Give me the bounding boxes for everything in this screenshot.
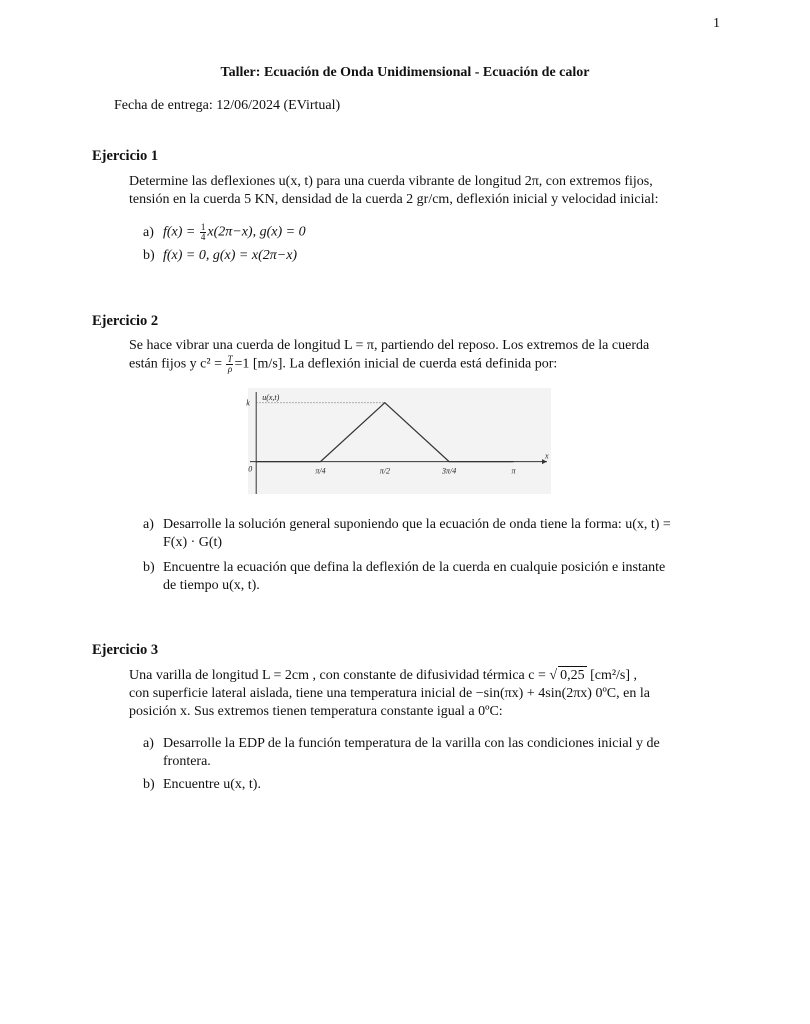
item-label: a) <box>143 224 154 240</box>
statement-text: Una varilla de longitud L = 2cm , con constante de difusividad térmica c = <box>129 668 550 683</box>
ejercicio-2-statement <box>129 337 713 374</box>
statement-line: Determine las deflexiones u(x, t) para una cuerda vibrante de longitud 2π, con extremos fijos, <box>129 174 653 189</box>
y-axis-label: u(x,t) <box>262 393 280 402</box>
item-text-continued: F(x) · G(t) <box>163 535 223 550</box>
fraction-denominator: ρ <box>227 364 233 374</box>
statement-line: tensión en la cuerda 5 KN, densidad de la cuerda 2 gr/cm, deflexión inicial y velocidad inicial: <box>129 192 659 207</box>
item-text: f(x) = 0, g(x) = x(2π−x) <box>163 248 298 263</box>
statement-line <box>129 355 713 374</box>
x-tick-label: π <box>511 466 516 476</box>
statement-line: posición x. Sus extremos tienen temperatura constante igual a 0ºC: <box>129 704 503 719</box>
item-text: Desarrolle la EDP de la función temperatura de la varilla con las condiciones inicial y de <box>163 736 660 751</box>
ejercicio-1-heading: Ejercicio 1 <box>92 148 159 164</box>
ejercicio-2-item-b <box>143 559 714 595</box>
fraction-numerator: 1 <box>200 222 206 232</box>
item-text: Desarrolle la solución general suponiendo que la ecuación de onda tiene la forma: u(x, t) = <box>163 517 671 532</box>
origin-label: 0 <box>248 464 253 474</box>
k-tick-label: k <box>246 398 250 408</box>
statement-line: Se hace vibrar una cuerda de longitud L = π, partiendo del reposo. Los extremos de la cuerda <box>129 338 650 353</box>
deflection-line <box>256 403 513 462</box>
sqrt-radicand: 0,25 <box>560 668 585 683</box>
item-label: b) <box>143 248 155 263</box>
statement-text: están fijos y c² = <box>129 356 226 372</box>
ejercicio-3-item-a <box>143 735 714 771</box>
statement-text: =1 [m/s]. La deflexión inicial de cuerda está definida por: <box>234 356 558 372</box>
ejercicio-2-heading: Ejercicio 2 <box>92 313 159 329</box>
ejercicio-1-item-a <box>143 223 714 242</box>
ejercicio-1-item-b <box>143 247 714 265</box>
deflection-figure <box>248 388 551 494</box>
item-text: Encuentre u(x, t). <box>163 777 261 792</box>
ejercicio-3-item-b <box>143 776 714 794</box>
item-text: x(2π−x), g(x) = 0 <box>207 224 306 240</box>
item-label: b) <box>143 560 155 575</box>
fraction <box>200 223 207 242</box>
item-label: b) <box>143 777 155 792</box>
page-number: 1 <box>713 16 720 31</box>
x-tick-label: 3π/4 <box>442 466 457 476</box>
item-text: f(x) = <box>163 224 199 240</box>
ejercicio-1-statement <box>129 173 713 209</box>
due-date: Fecha de entrega: 12/06/2024 (EVirtual) <box>114 98 341 113</box>
fraction-numerator: T <box>227 354 233 364</box>
statement-line: con superficie lateral aislada, tiene una temperatura inicial de −sin(πx) + 4sin(2πx) 0ºC, en la <box>129 686 650 701</box>
x-tick-label: π/4 <box>315 466 326 476</box>
fraction-denominator: 4 <box>200 232 206 242</box>
statement-text: [cm²/s] , <box>586 668 638 683</box>
item-label: a) <box>143 736 154 751</box>
ejercicio-3-statement <box>129 666 713 721</box>
fraction <box>226 355 233 374</box>
statement-line: Una varilla de longitud L = 2cm , con constante de difusividad térmica c = √ 0,25 [cm²/s] , <box>129 668 638 683</box>
deflection-plot <box>248 388 551 494</box>
ejercicio-2-item-a <box>143 516 714 552</box>
ejercicio-3-heading: Ejercicio 3 <box>92 642 159 658</box>
document-title: Taller: Ecuación de Onda Unidimensional - Ecuación de calor <box>220 65 590 80</box>
item-label: a) <box>143 517 154 532</box>
x-tick-label: π/2 <box>379 466 390 476</box>
item-text-continued: frontera. <box>163 754 211 769</box>
item-text: Encuentre la ecuación que defina la deflexión de la cuerda en cualquie posición e instante <box>163 560 666 575</box>
item-text-continued: de tiempo u(x, t). <box>163 578 260 593</box>
x-axis-label: x <box>545 451 549 461</box>
